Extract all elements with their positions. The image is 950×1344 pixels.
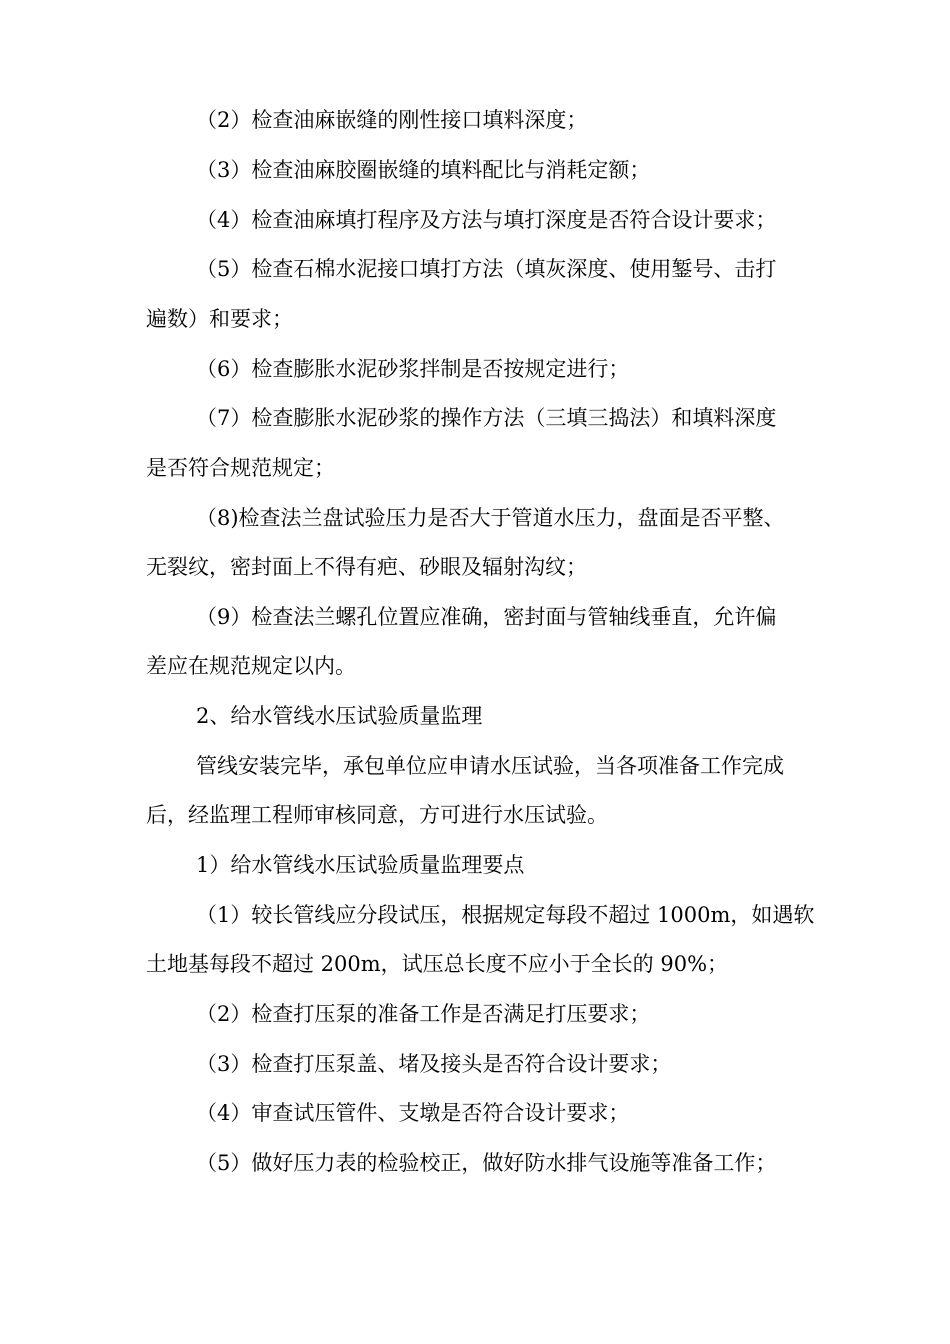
text-line-8: 是否符合规范规定； <box>146 456 335 480</box>
text-line-11: （9）检查法兰螺孔位置应准确，密封面与管轴线垂直，允许偏 <box>196 605 777 629</box>
text-line-15: 后，经监理工程师审核同意，方可进行水压试验。 <box>146 803 608 827</box>
text-line-2: （3）检查油麻胶圈嵌缝的填料配比与消耗定额； <box>196 158 651 182</box>
text-line-21: （4）审查试压管件、支墩是否符合设计要求； <box>196 1101 630 1125</box>
text-line-6: （6）检查膨胀水泥砂浆拌制是否按规定进行； <box>196 357 630 381</box>
text-line-20: （3）检查打压泵盖、堵及接头是否符合设计要求； <box>196 1052 672 1076</box>
text-line-5: 遍数）和要求； <box>146 307 293 331</box>
text-line-12: 差应在规范规定以内。 <box>146 654 356 678</box>
text-line-10: 无裂纹，密封面上不得有疤、砂眼及辐射沟纹； <box>146 555 587 579</box>
text-line-3: （4）检查油麻填打程序及方法与填打深度是否符合设计要求； <box>196 208 777 232</box>
text-line-18: 土地基每段不超过 200m，试压总长度不应小于全长的 90%； <box>146 952 729 976</box>
text-line-4: （5）检查石棉水泥接口填打方法（填灰深度、使用錾号、击打 <box>196 257 777 281</box>
text-line-14: 管线安装完毕，承包单位应申请水压试验，当各项准备工作完成 <box>196 754 784 778</box>
subsection-heading: 1）给水管线水压试验质量监理要点 <box>196 853 525 877</box>
text-line-1: （2）检查油麻嵌缝的刚性接口填料深度； <box>196 108 588 132</box>
text-line-7: （7）检查膨胀水泥砂浆的操作方法（三填三捣法）和填料深度 <box>196 406 777 430</box>
text-line-9: （8)检查法兰盘试验压力是否大于管道水压力，盘面是否平整、 <box>196 506 785 530</box>
text-line-22: （5）做好压力表的检验校正，做好防水排气设施等准备工作； <box>196 1151 777 1175</box>
text-line-19: （2）检查打压泵的准备工作是否满足打压要求； <box>196 1002 651 1026</box>
section-heading: 2、给水管线水压试验质量监理 <box>196 704 483 728</box>
text-line-17: （1）较长管线应分段试压，根据规定每段不超过 1000m，如遇软 <box>196 903 815 927</box>
